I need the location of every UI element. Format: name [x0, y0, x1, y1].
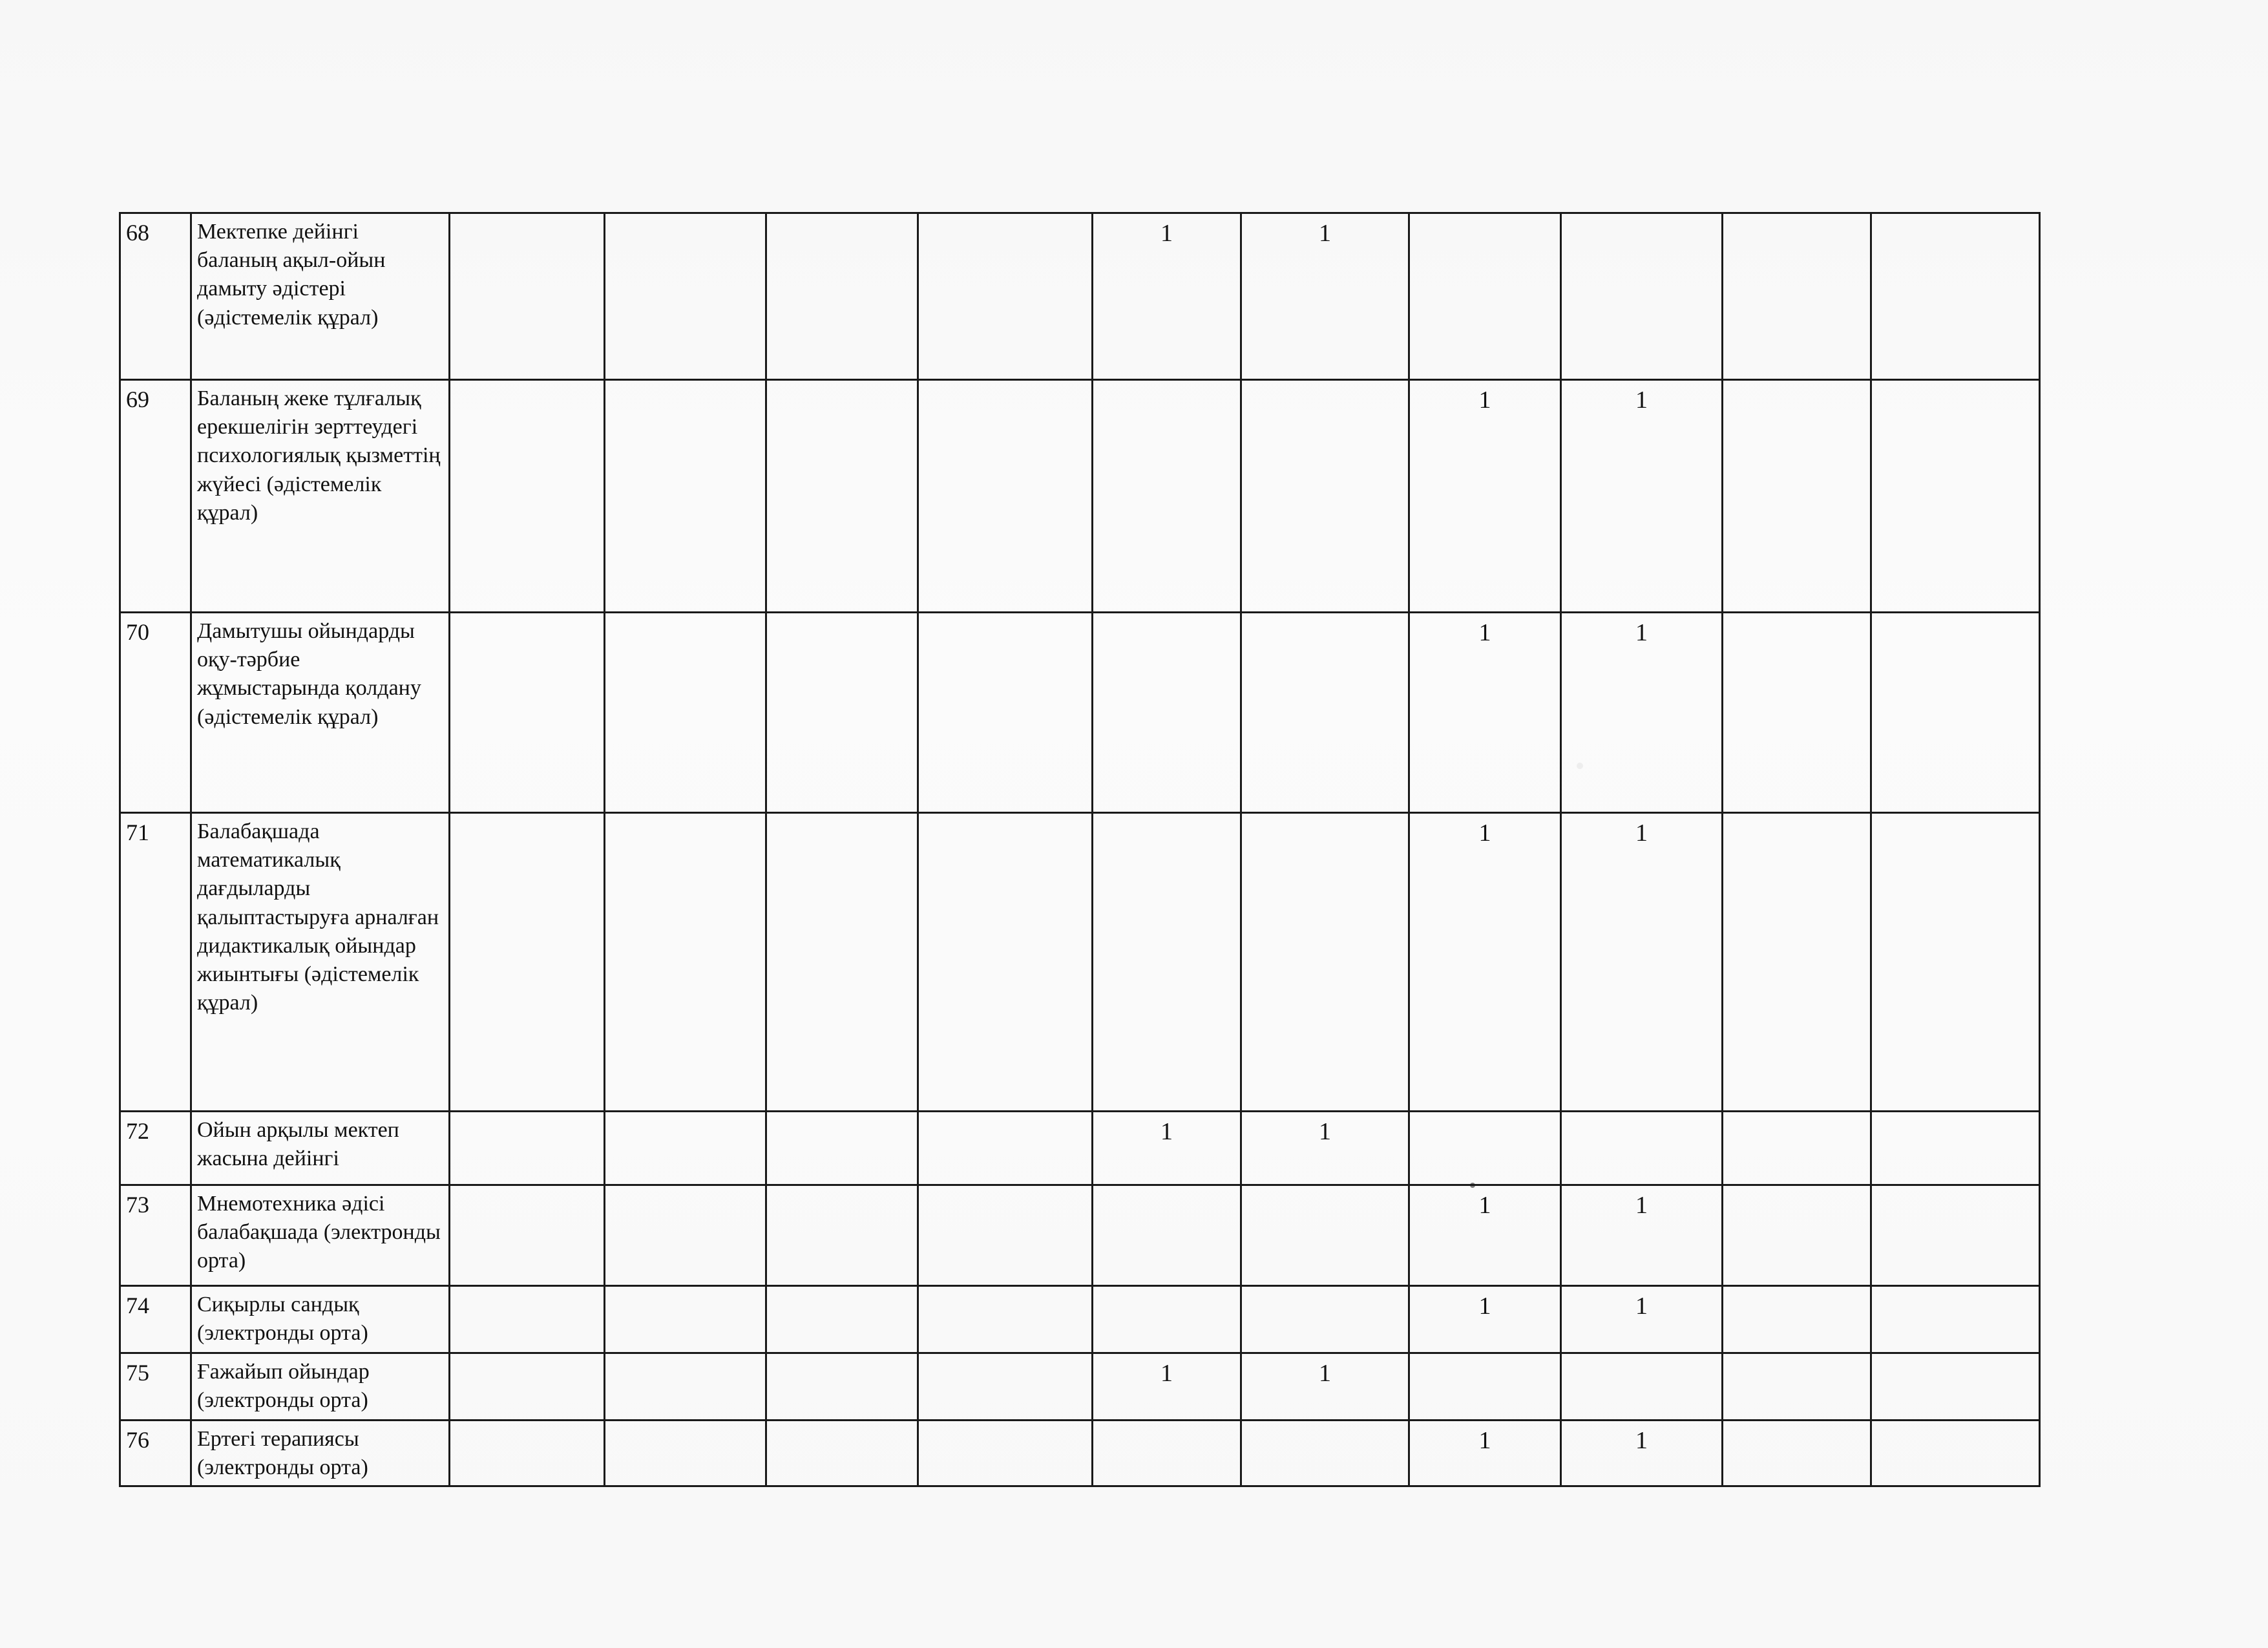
table-cell	[1723, 1286, 1871, 1353]
row-title: Ойын арқылы мектеп жасына дейінгі	[191, 1112, 450, 1185]
table-cell	[450, 1353, 605, 1421]
row-title: Балабақшада математикалық дағдыларды қалыптастыруға арналған дидактикалық ойындар жиынтығы (әдістемелік құрал)	[191, 813, 450, 1112]
table-body	[120, 213, 2040, 1486]
row-number: 76	[120, 1421, 191, 1486]
table-cell	[605, 380, 766, 613]
table-cell: 1	[1561, 613, 1723, 813]
table-cell: 1	[1561, 380, 1723, 613]
table-cell	[450, 1286, 605, 1353]
table-cell	[918, 1112, 1093, 1185]
table-cell	[1561, 213, 1723, 380]
table-cell	[1409, 1353, 1561, 1421]
table-cell	[918, 613, 1093, 813]
table-cell: 1	[1093, 213, 1241, 380]
table-cell	[605, 813, 766, 1112]
table-cell	[605, 213, 766, 380]
table-cell: 1	[1241, 213, 1409, 380]
table-cell	[766, 613, 918, 813]
table-cell: 1	[1409, 813, 1561, 1112]
table-cell	[1723, 1112, 1871, 1185]
table-cell	[1871, 1421, 2040, 1486]
table-cell	[1871, 1353, 2040, 1421]
row-number: 68	[120, 213, 191, 380]
table-cell	[605, 1112, 766, 1185]
table-cell	[1093, 1286, 1241, 1353]
table-cell	[450, 613, 605, 813]
table-cell	[1871, 613, 2040, 813]
row-title: Дамытушы ойындарды оқу-тәрбие жұмыстарында қолдану (әдістемелік құрал)	[191, 613, 450, 813]
table-cell	[450, 1421, 605, 1486]
row-number: 73	[120, 1185, 191, 1286]
row-number: 71	[120, 813, 191, 1112]
table-cell	[1561, 1353, 1723, 1421]
table-cell	[1093, 1185, 1241, 1286]
table-row	[120, 1353, 2040, 1421]
table-cell: 1	[1409, 1421, 1561, 1486]
table-cell: 1	[1409, 380, 1561, 613]
table-cell	[766, 213, 918, 380]
table-cell	[605, 613, 766, 813]
table-cell	[1723, 813, 1871, 1112]
table-cell	[1871, 1185, 2040, 1286]
document-table-wrapper	[119, 212, 2039, 1487]
table-cell	[918, 1286, 1093, 1353]
table-cell	[1409, 1112, 1561, 1185]
table-cell	[766, 1112, 918, 1185]
table-cell	[1241, 1185, 1409, 1286]
table-row	[120, 1286, 2040, 1353]
table-cell	[450, 1112, 605, 1185]
table-cell	[766, 1353, 918, 1421]
table-cell	[1093, 613, 1241, 813]
row-number: 69	[120, 380, 191, 613]
table-cell	[605, 1353, 766, 1421]
table-cell: 1	[1093, 1353, 1241, 1421]
table-row	[120, 1112, 2040, 1185]
table-cell	[1093, 1421, 1241, 1486]
row-title: Баланың жеке тұлғалық ерекшелігін зерттеудегі психологиялық қызметтің жүйесі (әдістемелік құрал)	[191, 380, 450, 613]
table-cell	[1723, 1353, 1871, 1421]
row-number: 74	[120, 1286, 191, 1353]
row-number: 72	[120, 1112, 191, 1185]
table-cell	[450, 213, 605, 380]
table-cell	[605, 1185, 766, 1286]
table-cell: 1	[1241, 1112, 1409, 1185]
table-cell	[1241, 1421, 1409, 1486]
table-cell	[1093, 380, 1241, 613]
table-cell	[918, 213, 1093, 380]
table-cell	[766, 1185, 918, 1286]
table-cell	[605, 1421, 766, 1486]
table-cell	[1871, 213, 2040, 380]
table-cell	[1723, 1185, 1871, 1286]
table-cell	[918, 1421, 1093, 1486]
table-cell	[766, 380, 918, 613]
row-number: 75	[120, 1353, 191, 1421]
table-cell: 1	[1409, 1286, 1561, 1353]
table-cell	[605, 1286, 766, 1353]
table-cell	[766, 813, 918, 1112]
table-cell	[450, 380, 605, 613]
table-cell	[1723, 613, 1871, 813]
table-cell	[918, 1353, 1093, 1421]
table-cell	[1871, 1112, 2040, 1185]
table-cell	[1723, 380, 1871, 613]
table-cell	[766, 1421, 918, 1486]
row-title: Ертегі терапиясы (электронды орта)	[191, 1421, 450, 1486]
table-cell: 1	[1561, 1421, 1723, 1486]
table-row	[120, 813, 2040, 1112]
table-cell: 1	[1561, 1286, 1723, 1353]
table-cell	[1241, 613, 1409, 813]
row-title: Сиқырлы сандық (электронды орта)	[191, 1286, 450, 1353]
table-cell	[1871, 813, 2040, 1112]
row-title: Ғажайып ойындар (электронды орта)	[191, 1353, 450, 1421]
table-cell	[1723, 1421, 1871, 1486]
table-row	[120, 1185, 2040, 1286]
table-cell: 1	[1409, 613, 1561, 813]
row-number: 70	[120, 613, 191, 813]
table-cell	[1241, 813, 1409, 1112]
table-row	[120, 613, 2040, 813]
table-cell: 1	[1561, 813, 1723, 1112]
table-cell	[1871, 1286, 2040, 1353]
table-cell	[1723, 213, 1871, 380]
table-cell	[450, 1185, 605, 1286]
table-cell	[1241, 1286, 1409, 1353]
table-row	[120, 1421, 2040, 1486]
table-cell	[918, 813, 1093, 1112]
row-title: Мнемотехника әдісі балабақшада (электронды орта)	[191, 1185, 450, 1286]
table-row	[120, 213, 2040, 380]
document-table	[119, 212, 2041, 1487]
table-cell	[1409, 213, 1561, 380]
table-row	[120, 380, 2040, 613]
table-cell	[1093, 813, 1241, 1112]
table-cell: 1	[1093, 1112, 1241, 1185]
table-cell	[766, 1286, 918, 1353]
table-cell	[1561, 1112, 1723, 1185]
row-title: Мектепке дейінгі баланың ақыл-ойын дамыту әдістері (әдістемелік құрал)	[191, 213, 450, 380]
table-cell: 1	[1561, 1185, 1723, 1286]
table-cell: 1	[1409, 1185, 1561, 1286]
table-cell	[918, 380, 1093, 613]
table-cell	[918, 1185, 1093, 1286]
table-cell	[450, 813, 605, 1112]
table-cell: 1	[1241, 1353, 1409, 1421]
table-cell	[1871, 380, 2040, 613]
table-cell	[1241, 380, 1409, 613]
